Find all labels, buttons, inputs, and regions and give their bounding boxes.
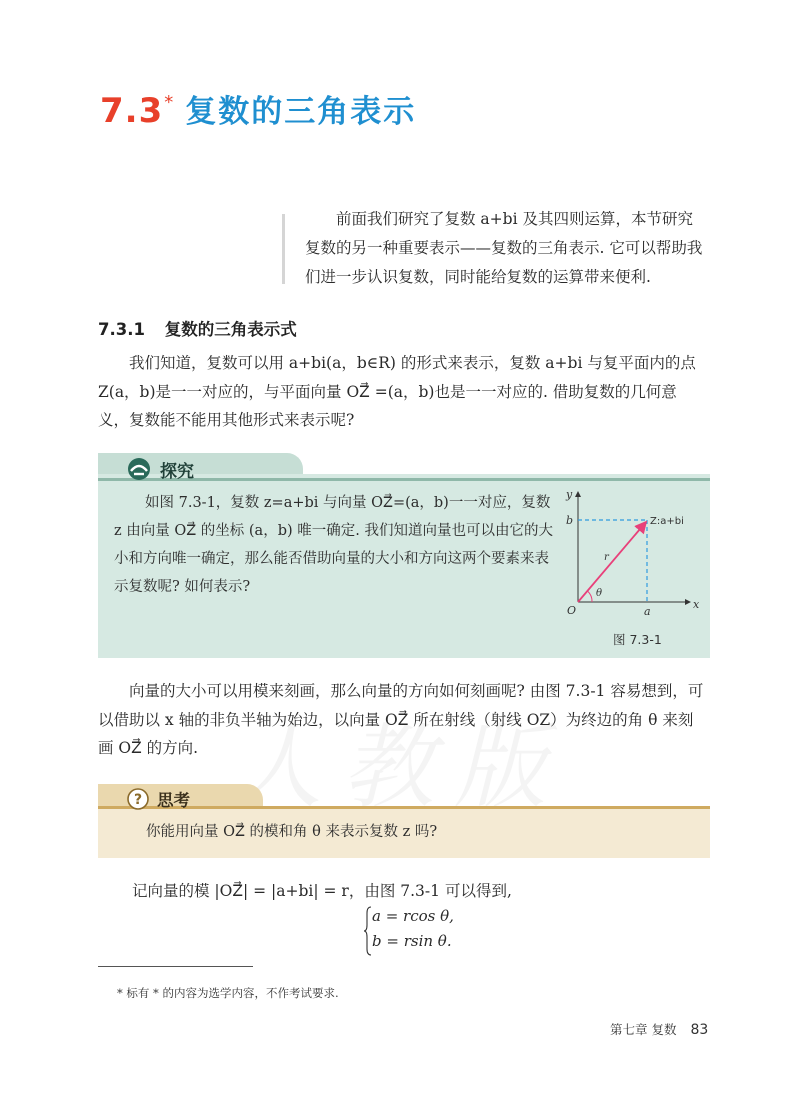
brace-icon <box>364 905 372 957</box>
x-label: x <box>693 598 700 611</box>
page-footer <box>610 1020 708 1038</box>
section-number: 7.3 <box>100 91 164 131</box>
subsection-heading <box>98 316 297 340</box>
explore-icon <box>126 457 152 481</box>
subsection-number: 7.3.1 <box>98 320 145 339</box>
equation-line-2: b = rsin θ. <box>372 932 452 950</box>
intro-text: 前面我们研究了复数 a+bi 及其四则运算，本节研究复数的另一种重要表示——复数的三角表示. 它可以帮助我们进一步认识复数，同时能给复数的运算带来便利. <box>305 210 703 286</box>
a-label: a <box>644 605 651 618</box>
section-star: * <box>164 92 174 113</box>
svg-text:?: ? <box>133 792 143 808</box>
think-text: 你能用向量 OZ⃗ 的模和角 θ 来表示复数 z 吗? <box>146 824 438 840</box>
section-title <box>100 86 416 130</box>
subsection-title: 复数的三角表示式 <box>164 320 297 339</box>
intro-bar <box>282 214 285 284</box>
paragraph-3: 记向量的模 |OZ⃗| = |a+bi| = r，由图 7.3-1 可以得到, <box>132 882 512 900</box>
r-label: r <box>604 552 609 563</box>
origin-label: O <box>567 604 577 617</box>
explore-label: 探究 <box>160 462 194 482</box>
paragraph-1: 我们知道，复数可以用 a+bi(a，b∈R) 的形式来表示，复数 a+bi 与复平面内的点 Z(a，b)是一一对应的，与平面向量 OZ⃗ =(a，b)也是一一对应的. 借助复数的几何意义，复数能不能用其他形式来表示呢? <box>98 354 696 429</box>
complex-plane-figure <box>558 484 708 624</box>
figure-caption: 图 7.3-1 <box>613 632 662 647</box>
explore-text: 如图 7.3-1，复数 z=a+bi 与向量 OZ⃗=(a，b)一一对应，复数 z 由向量 OZ⃗ 的坐标 (a，b) 唯一确定. 我们知道向量也可以由它的大小和方向唯一确定，那么能否借助向量的大小和方向这两个要素来表示复数呢? 如何表示? <box>114 495 553 595</box>
point-label: Z:a+bi <box>650 516 684 527</box>
think-label: 思考 <box>157 791 190 810</box>
chapter-label: 第七章 复数 <box>610 1022 677 1037</box>
paragraph-2: 向量的大小可以用模来刻画，那么向量的方向如何刻画呢? 由图 7.3-1 容易想到，可以借助以 x 轴的非负半轴为始边，以向量 OZ⃗ 所在射线（射线 OZ）为终边的角 θ 来刻画 OZ⃗ 的方向. <box>98 682 704 757</box>
page-number: 83 <box>690 1022 709 1038</box>
vector-oz <box>578 522 646 602</box>
y-label: y <box>566 488 573 501</box>
theta-label: θ <box>596 588 603 599</box>
equation-line-1: a = rcos θ, <box>372 907 454 925</box>
b-label: b <box>566 514 574 527</box>
theta-arc <box>588 591 593 602</box>
footnote: * 标有 * 的内容为选学内容，不作考试要求. <box>117 986 339 1000</box>
section-name: 复数的三角表示 <box>185 94 417 130</box>
equation-system <box>364 905 524 957</box>
question-icon <box>127 788 149 810</box>
footnote-rule <box>98 966 253 967</box>
